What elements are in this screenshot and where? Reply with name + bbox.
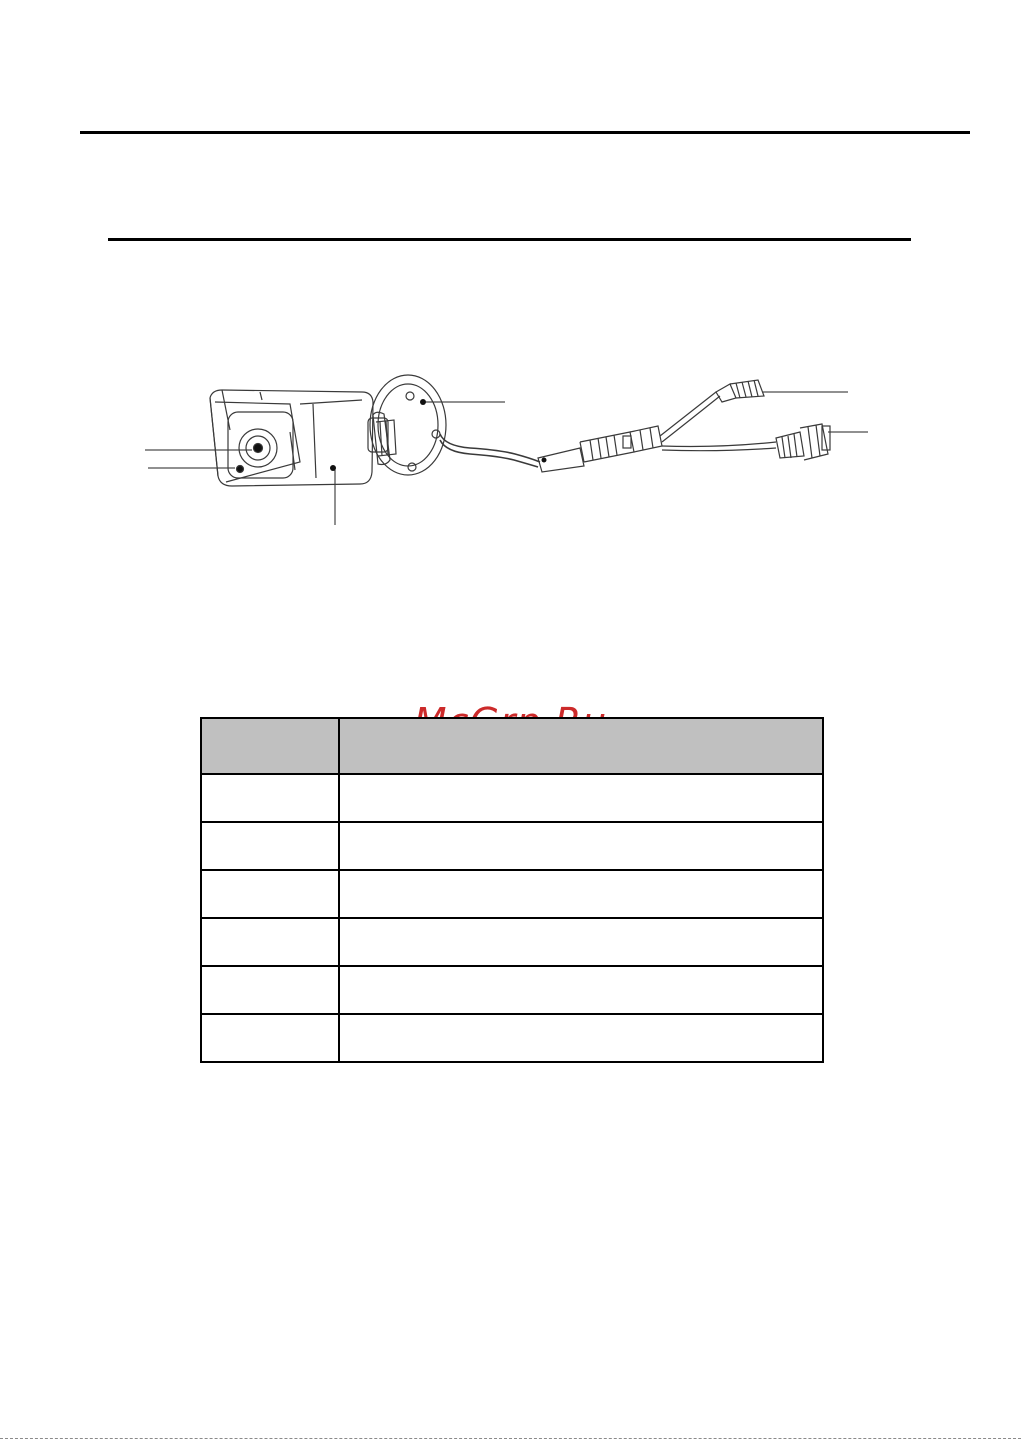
table-cell bbox=[201, 870, 339, 918]
table-cell bbox=[339, 822, 823, 870]
table-row bbox=[201, 1014, 823, 1062]
cable-splitter bbox=[538, 426, 662, 472]
section-heading-rule bbox=[108, 238, 911, 241]
network-connector bbox=[662, 424, 830, 460]
table-header-cell bbox=[339, 718, 823, 774]
table-cell bbox=[201, 822, 339, 870]
table-cell bbox=[339, 774, 823, 822]
cable bbox=[440, 434, 547, 467]
table-cell bbox=[201, 774, 339, 822]
table-row bbox=[201, 870, 823, 918]
table-cell bbox=[201, 1014, 339, 1062]
table-cell bbox=[339, 966, 823, 1014]
camera-body bbox=[210, 390, 373, 486]
table-cell bbox=[339, 918, 823, 966]
table-cell bbox=[339, 1014, 823, 1062]
table-row bbox=[201, 774, 823, 822]
camera-overview-diagram bbox=[140, 370, 880, 535]
lens-assembly bbox=[228, 412, 295, 478]
table-row bbox=[201, 822, 823, 870]
mounting-base bbox=[370, 375, 446, 475]
table-cell bbox=[201, 966, 339, 1014]
component-table bbox=[200, 717, 824, 1063]
table-cell bbox=[339, 870, 823, 918]
table-cell bbox=[201, 918, 339, 966]
table-row bbox=[201, 966, 823, 1014]
page-bottom-edge bbox=[0, 1438, 1021, 1439]
body-callout-dot bbox=[330, 465, 336, 471]
power-connector bbox=[660, 380, 764, 442]
table-header-cell bbox=[201, 718, 339, 774]
table-header-row bbox=[201, 718, 823, 774]
header-rule bbox=[80, 131, 970, 134]
table-row bbox=[201, 918, 823, 966]
